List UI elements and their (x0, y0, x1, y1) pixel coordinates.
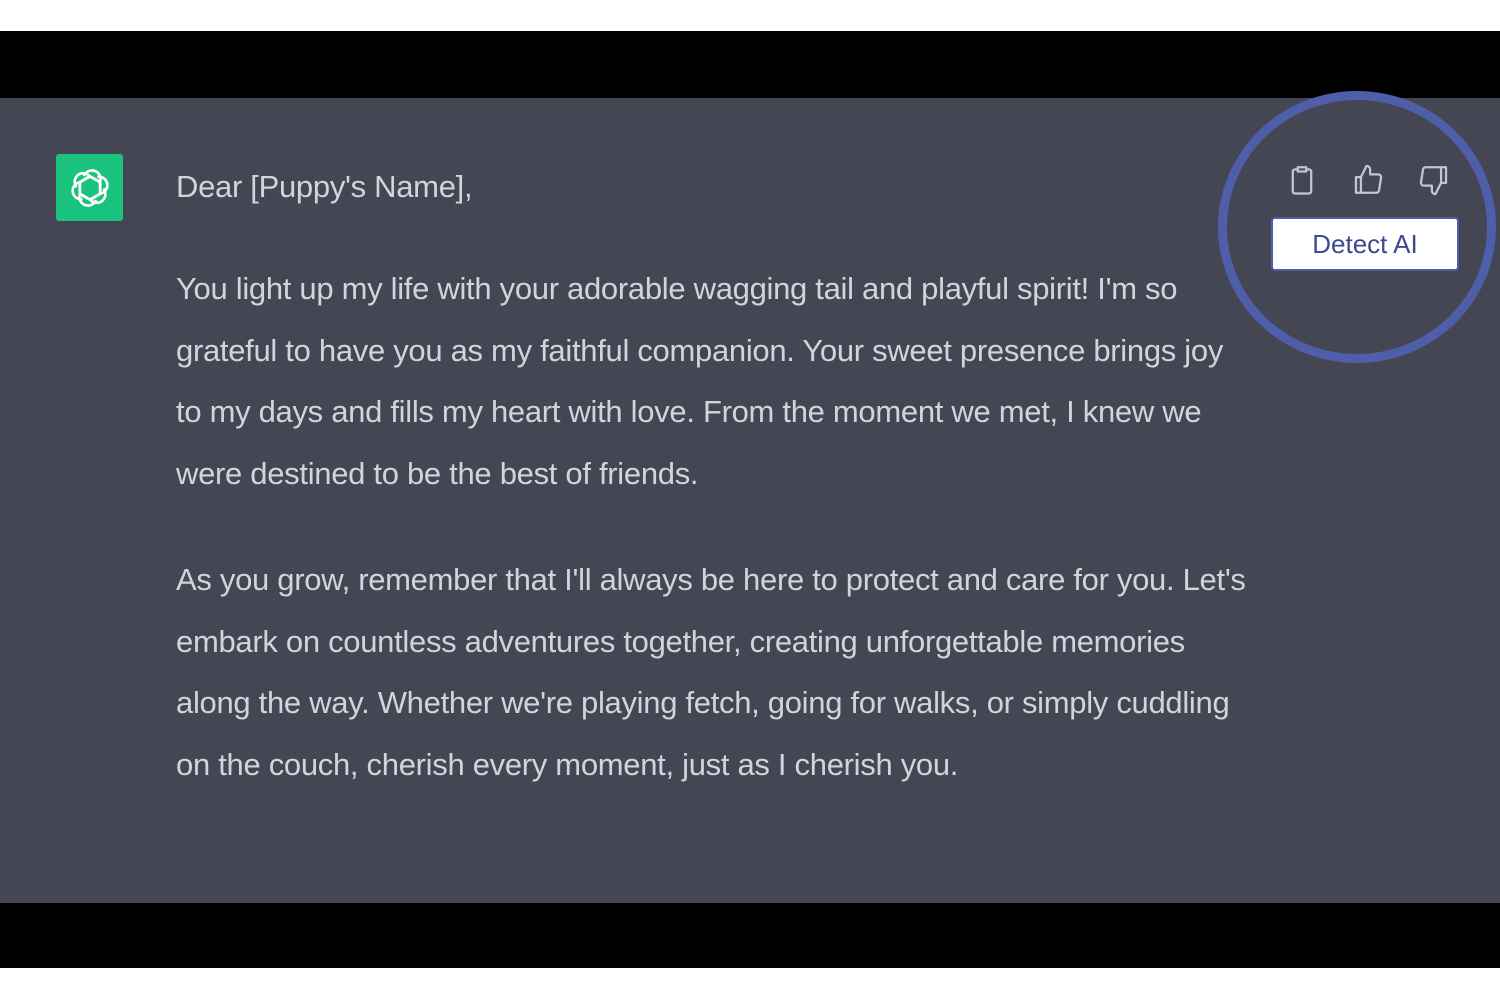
thumbs-down-button[interactable] (1414, 160, 1454, 200)
message-body (176, 160, 1251, 840)
top-margin (0, 0, 1500, 31)
top-letterbox-bar (0, 31, 1500, 98)
copy-button[interactable] (1282, 160, 1322, 200)
openai-logo-icon (66, 164, 114, 212)
thumbs-up-icon (1351, 163, 1385, 197)
message-paragraph-2: As you grow, remember that I'll always be here to protect and care for you. Let's embark on countless adventures together, creating unforgettable memories along the way. Whether we're playing fetch, going for walks, or simply cuddling on the couch, cherish every moment, just as I cherish you. (176, 562, 1246, 782)
message-paragraph-1: You light up my life with your adorable wagging tail and playful spirit! I'm so grateful to have you as my faithful companion. Your sweet presence brings joy to my days and fills my heart with love. From the moment we met, I knew we were destined to be the best of friends. (176, 271, 1224, 491)
bottom-margin (0, 968, 1500, 1000)
thumbs-up-button[interactable] (1348, 160, 1388, 200)
bottom-letterbox-bar (0, 903, 1500, 968)
message-actions (1282, 160, 1462, 200)
thumbs-down-icon (1417, 163, 1451, 197)
clipboard-icon (1285, 163, 1319, 197)
message-greeting: Dear [Puppy's Name], (176, 169, 473, 204)
chatgpt-avatar (56, 154, 123, 221)
assistant-message-panel (0, 98, 1500, 903)
detect-ai-button[interactable]: Detect AI (1271, 217, 1459, 271)
